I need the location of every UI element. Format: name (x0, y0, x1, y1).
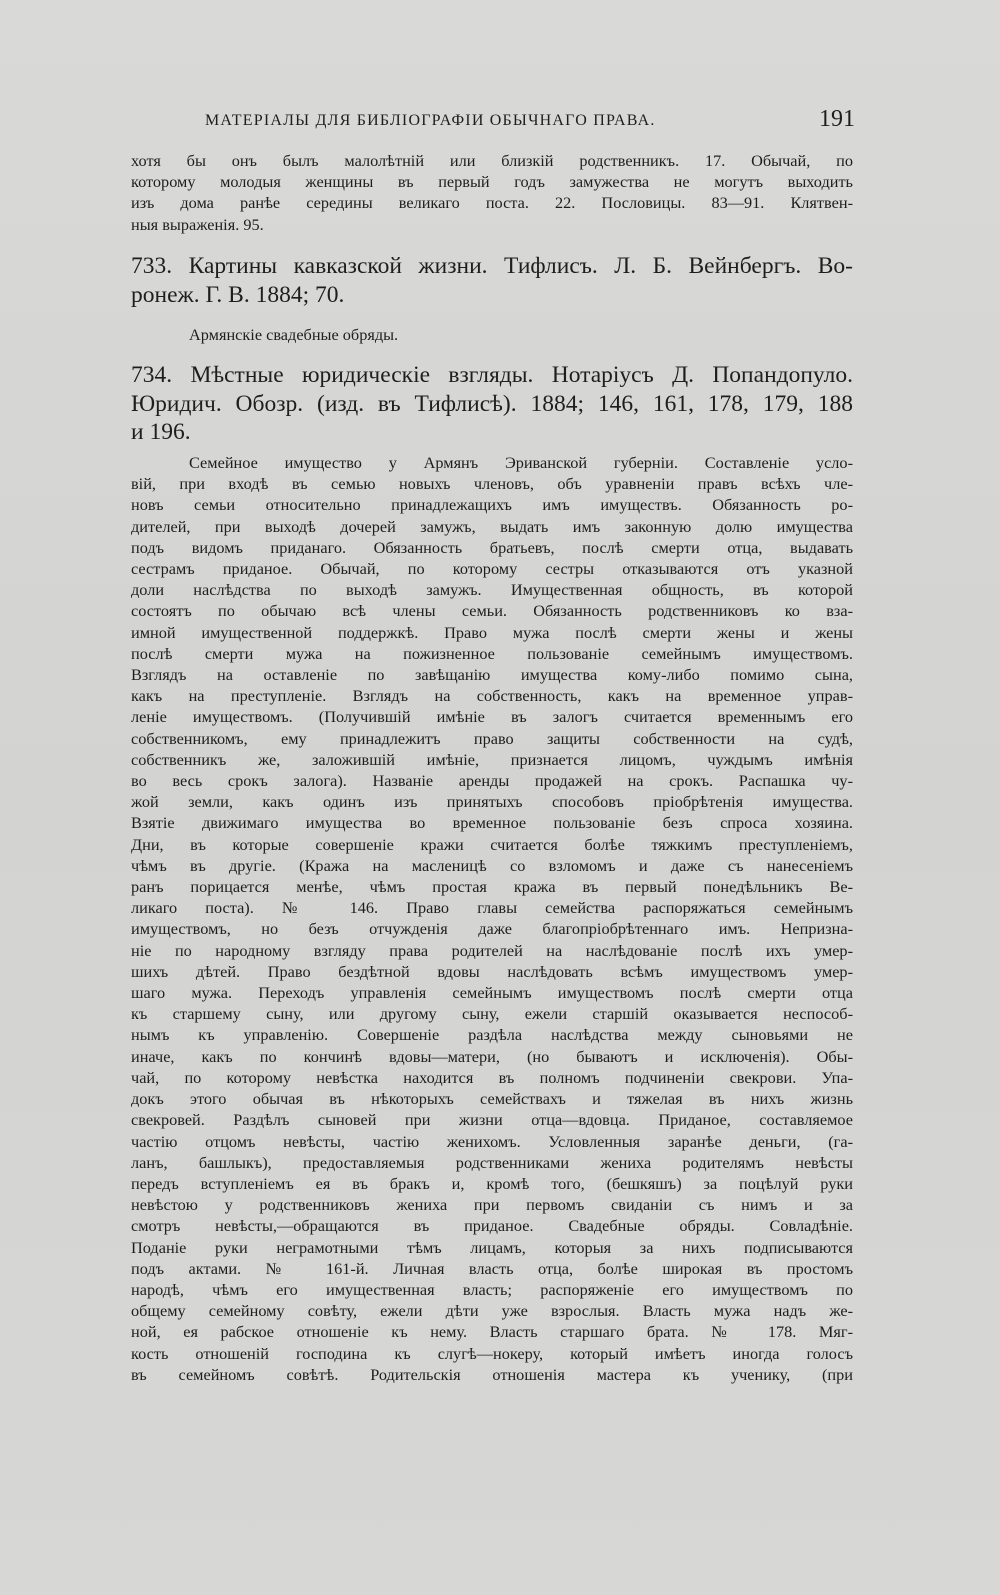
heading-line: Юридич. Обозр. (изд. въ Тифлисѣ). 1884; 146, 161, 178, 179, 188 (131, 390, 853, 417)
text-line: которому молодыя женщины въ первый годъ замужества не могутъ выходить (131, 172, 853, 192)
text-line: собственникъ же, заложившій имѣніе, признается лицомъ, чуждымъ имѣнія (131, 749, 853, 769)
entry-733-note: Армянскіе свадебные обряды. (189, 325, 399, 344)
heading-line: и 196. (131, 419, 191, 445)
heading-line: ронеж. Г. В. 1884; 70. (131, 281, 345, 308)
text-line: передъ вступленіемъ ея въ бракъ и, кромѣ того, (бешкяшъ) за поцѣлуй руки (131, 1173, 853, 1193)
text-line: свекровей. Раздѣлъ сыновей при жизни отца—вдовца. Приданое, составляемое (131, 1110, 853, 1130)
text-line: Взятіе движимаго имущества во временное пользованіе безъ спроса хозяина. (131, 813, 853, 833)
entry-734-body (131, 452, 853, 1385)
text-line: дителей, при выходѣ дочерей замужъ, выдать имъ законную долю имущества (131, 516, 853, 536)
text-line: ніе по народному взгляду права родителей на наслѣдованіе послѣ ихъ умер- (131, 940, 853, 960)
text-line: сестрамъ приданое. Обычай, по которому сестры отказываются отъ указной (131, 559, 853, 579)
text-line: Дни, въ которые совершеніе кражи считается болѣе тяжкимъ преступленіемъ, (131, 834, 853, 854)
text-line: состоятъ по обычаю всѣ члены семьи. Обязанность родственниковъ ко вза- (131, 601, 853, 621)
text-line: изъ дома ранѣе середины великаго поста. 22. Пословицы. 83—91. Клятвен- (131, 193, 853, 213)
text-line: во весь срокъ залога). Названіе аренды продажей на срокъ. Распашка чу- (131, 771, 853, 791)
text-line: Поданіе руки неграмотными тѣмъ лицамъ, которыя за нихъ подписываются (131, 1237, 853, 1257)
page-header (205, 108, 855, 138)
page-number: 191 (819, 106, 855, 132)
text-line: Семейное имущество у Армянъ Эриванской губерніи. Составленіе усло- (189, 453, 853, 472)
text-line: ланъ, башлыкъ), предоставляемыя родственниками жениха родителямъ невѣсты (131, 1152, 853, 1172)
text-line: Взглядъ на оставленіе по завѣщанію имущества кому-либо помимо сына, (131, 665, 853, 685)
text-line: къ старшему сыну, или другому сыну, ежели старшій оказывается неспособ- (131, 1004, 853, 1024)
text-line: смотръ невѣсты,—обращаются въ приданое. Свадебные обряды. Совладѣніе. (131, 1216, 853, 1236)
text-line: хотя бы онъ былъ малолѣтній или близкій родственникъ. 17. Обычай, по (131, 151, 853, 170)
heading-line: 734. Мѣстные юридическіе взгляды. Нотаріусъ Д. Попандопуло. (131, 362, 853, 388)
text-line: послѣ смерти мужа на пожизненное пользованіе семейнымъ имуществомъ. (131, 643, 853, 663)
text-line: новъ семьи относительно принадлежащихъ имъ имуществъ. Обязанность ро- (131, 495, 853, 515)
text-line: чѣмъ въ другіе. (Кража на масленицѣ со взломомъ и даже съ нанесеніемъ (131, 855, 853, 875)
text-line: вій, при входѣ въ семью новыхъ членовъ, объ уравненіи правъ всѣхъ чле- (131, 474, 853, 494)
continuation-paragraph (131, 150, 853, 235)
running-head: МАТЕРІАЛЫ ДЛЯ БИБЛІОГРАФІИ ОБЫЧНАГО ПРАВА. (205, 112, 656, 129)
text-line: леніе имуществомъ. (Получившій имѣніе въ залогъ считается временнымъ его (131, 707, 853, 727)
text-line: имной имущественной поддержкѣ. Право мужа послѣ смерти жены и жены (131, 622, 853, 642)
text-line: общему семейному совѣту, ежели дѣти уже взрослыя. Власть мужа надъ же- (131, 1301, 853, 1321)
text-line: народѣ, чѣмъ его имущественная власть; распоряженіе его имуществомъ по (131, 1279, 853, 1299)
heading-text: 733. Картины кавказской жизни. Тифлисъ. Л. Б. Вейнбергъ. Во- (131, 253, 853, 279)
text-line: частію отцомъ невѣсты, частію женихомъ. Условленныя заранѣе деньги, (га- (131, 1131, 853, 1151)
entry-734-heading (131, 361, 853, 447)
text-line: имуществомъ, но безъ отчужденія даже благопріобрѣтеннаго имъ. Непризна- (131, 919, 853, 939)
text-line: докъ этого обычая въ нѣкоторыхъ семействахъ и тяжелая въ нихъ жизнь (131, 1089, 853, 1109)
text-line: жой земли, какъ одинъ изъ принятыхъ способовъ пріобрѣтенія имущества. (131, 792, 853, 812)
entry-733-heading (131, 252, 853, 309)
text-line: ликаго поста). № 146. Право главы семейства распоряжаться семейнымъ (131, 898, 853, 918)
text-line: шихъ дѣтей. Право бездѣтной вдовы наслѣдовать всѣмъ имуществомъ умер- (131, 961, 853, 981)
text-line: ранъ порицается менѣе, чѣмъ простая кража въ первый понедѣльникъ Ве- (131, 877, 853, 897)
text-line: ной, ея рабское отношеніе къ нему. Власть старшаго брата. № 178. Мяг- (131, 1322, 853, 1342)
heading-line (131, 252, 853, 281)
text-line: нымъ къ управленію. Совершеніе раздѣла наслѣдства между сыновьями не (131, 1025, 853, 1045)
text-line: ныя выраженія. 95. (131, 214, 264, 234)
text-line: собственникомъ, ему принадлежитъ право защиты собственности на судѣ, (131, 728, 853, 748)
text-line: невѣстою у родственниковъ жениха при первомъ свиданіи съ нимъ и за (131, 1195, 853, 1215)
text-line: подъ видомъ приданаго. Обязанность братьевъ, послѣ смерти отца, выдавать (131, 537, 853, 557)
text-line: подъ актами. № 161-й. Личная власть отца, болѣе широкая въ простомъ (131, 1258, 853, 1278)
text-line: иначе, какъ по кончинѣ вдовы—матери, (но бываютъ и исключенія). Обы- (131, 1046, 853, 1066)
text-line: какъ на преступленіе. Взглядъ на собственность, какъ на временное управ- (131, 686, 853, 706)
text-line: въ семейномъ совѣтѣ. Родительскія отношенія мастера къ ученику, (при (131, 1364, 853, 1384)
text-line: кость отношеній господина къ слугѣ—нокеру, который имѣетъ иногда голосъ (131, 1343, 853, 1363)
text-line: доли наслѣдства по выходѣ замужъ. Имущественная общность, въ которой (131, 580, 853, 600)
text-line: чай, по которому невѣстка находится въ полномъ подчиненіи свекрови. Упа- (131, 1067, 853, 1087)
text-line: шаго мужа. Переходъ управленія семейнымъ имуществомъ послѣ смерти отца (131, 983, 853, 1003)
